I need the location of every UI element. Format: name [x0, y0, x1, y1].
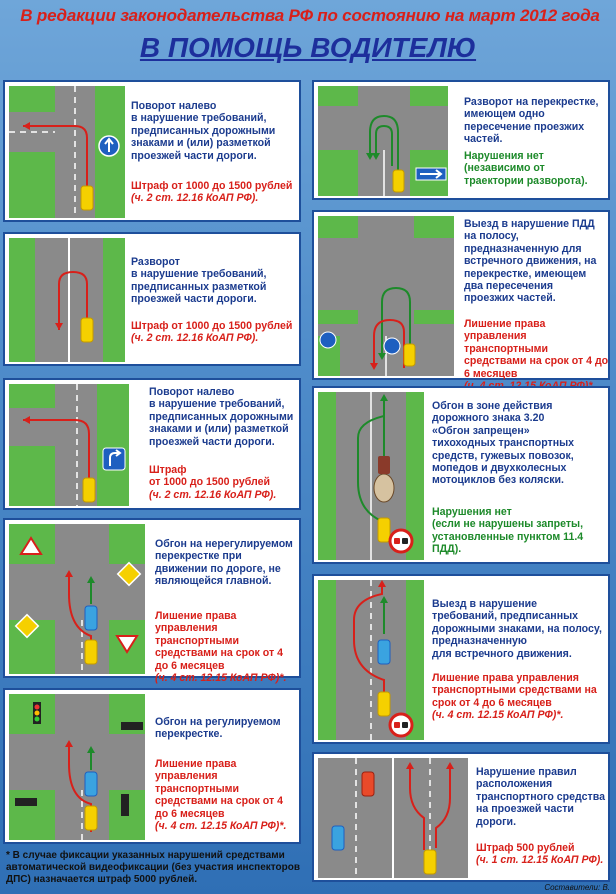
- card-oncoming-lane-signs: [312, 574, 610, 744]
- card-oncoming-lane-intersection: [312, 210, 610, 380]
- card-u-turn-marking: [3, 232, 301, 366]
- card-fine: [464, 318, 610, 392]
- page-title: В ПОМОЩЬ ВОДИТЕЛЮ: [139, 32, 477, 63]
- card-overtake-unregulated: [3, 518, 301, 685]
- no-overtaking-sign-icon: [388, 528, 414, 554]
- card-ok: Нарушения нет (независимо от траектории разворота).: [464, 150, 588, 187]
- card-text: Поворот налево в нарушение требований, предписанных дорожными знаками и (или) разметкой проезжей части дороги.: [149, 386, 294, 448]
- card-fine: [432, 672, 604, 722]
- card-text: Выезд в нарушение требований, предписанных дорожными знаками, на полосу, предназначенную для встречного движения.: [432, 598, 602, 660]
- illustration-vehicle-position: [318, 758, 468, 878]
- card-text: Разворот в нарушение требований, предписанных разметкой проезжей части дороги.: [131, 256, 267, 306]
- fine-amount: Штраф от 1000 до 1500 рублей: [149, 464, 270, 489]
- card-text: Разворот на перекрестке, имеющем одно пересечение проезжих частей.: [464, 96, 599, 146]
- card-left-turn-signs: [3, 80, 301, 222]
- card-text: Обгон на регулируемом перекрестке.: [155, 716, 281, 741]
- card-fine: [476, 842, 606, 867]
- card-fine: [155, 610, 297, 684]
- illustration-overtake-regulated: [9, 694, 145, 840]
- card-text: Выезд в нарушение ПДД на полосу, предназначенную для встречного движения, на перекрестке, имеющем два пересечения проезжих частей.: [464, 218, 597, 305]
- fine-amount: Лишение права управления транспортными средствами на срок от 4 до 6 месяцев: [464, 318, 609, 380]
- fine-law: (ч. 2 ст. 12.16 КоАП РФ).: [131, 192, 259, 205]
- card-vehicle-position: [312, 752, 610, 882]
- fine-law: (ч. 4 ст. 12.15 КоАП РФ)*.: [432, 709, 564, 722]
- illustration-left-turn-2: [9, 384, 129, 506]
- card-text: Обгон на нерегулируемом перекрестке при движении по дороге, не являющейся главной.: [155, 538, 293, 588]
- card-fine: [131, 180, 297, 205]
- header-subtitle: В редакции законодательства РФ по состоянию на март 2012 года: [20, 6, 600, 25]
- fine-amount: Лишение права управления транспортными средствами на срок от 4 до 6 месяцев: [432, 672, 597, 709]
- fine-law: (ч. 2 ст. 12.16 КоАП РФ).: [149, 488, 277, 501]
- fine-law: (ч. 1 ст. 12.15 КоАП РФ).: [476, 854, 604, 867]
- signature: Составители: В.: [544, 883, 610, 892]
- card-text: Обгон в зоне действия дорожного знака 3.20 «Обгон запрещен» тихоходных транспортных средств, гужевых повозок, мопедов и двухколесных мотоциклов без коляски.: [432, 400, 575, 487]
- card-fine: [131, 320, 297, 345]
- fine-amount: Лишение права управления транспортными средствами на срок от 4 до 6 месяцев: [155, 610, 284, 672]
- fine-amount: Штраф от 1000 до 1500 рублей: [131, 180, 293, 192]
- illustration-oncoming-lane-intersection: [318, 216, 454, 376]
- fine-amount: Лишение права управления транспортными средствами на срок от 4 до 6 месяцев: [155, 758, 284, 820]
- card-left-turn-signs-2: [3, 378, 301, 510]
- illustration-u-turn: [9, 238, 125, 362]
- card-u-turn-intersection: [312, 80, 610, 200]
- illustration-u-turn-intersection: [318, 86, 448, 196]
- fine-law: (ч. 4 ст. 12.15 КоАП РФ)*.: [155, 820, 287, 833]
- fine-amount: Штраф 500 рублей: [476, 842, 575, 854]
- card-fine: [155, 758, 297, 832]
- footnote: * В случае фиксации указанных нарушений средствами автоматической видеофиксации (без участия инспекторов ДПС) назначается штраф 5000 рублей.: [6, 850, 301, 885]
- card-ok: Нарушения нет (если не нарушены запреты, установленные пунктом 11.4 ПДД).: [432, 506, 584, 556]
- no-overtaking-sign-icon: [388, 712, 414, 738]
- card-text: Нарушение правил расположения транспортного средства на проезжей части дороги.: [476, 766, 605, 828]
- illustration-left-turn: [9, 86, 125, 218]
- card-overtake-slow-vehicles: [312, 386, 610, 564]
- card-overtake-regulated: [3, 688, 301, 844]
- fine-law: (ч. 2 ст. 12.16 КоАП РФ).: [131, 332, 259, 345]
- fine-law: (ч. 4 ст. 12.15 КоАП РФ)*.: [155, 672, 287, 685]
- card-text: Поворот налево в нарушение требований, предписанных дорожными знаками и (или) разметкой проезжей части дороги.: [131, 100, 276, 162]
- card-fine: [149, 464, 299, 501]
- illustration-overtake-unregulated: [9, 524, 145, 674]
- fine-amount: Штраф от 1000 до 1500 рублей: [131, 320, 293, 332]
